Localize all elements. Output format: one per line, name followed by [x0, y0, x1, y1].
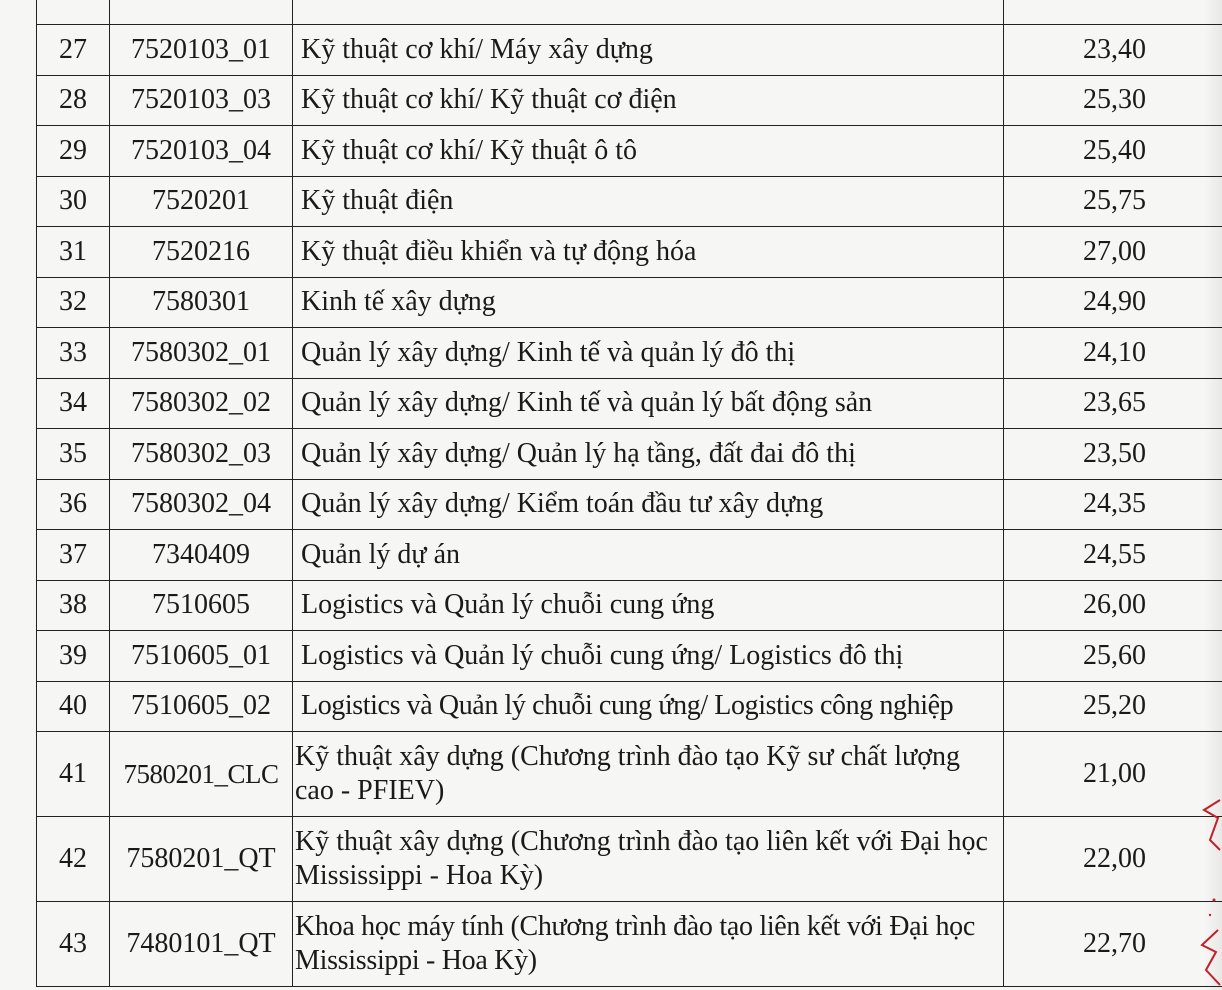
- table-row: [37, 328, 1222, 379]
- row-stt: 38: [37, 580, 110, 631]
- row-name: Quản lý xây dựng/ Kiểm toán đầu tư xây dựng: [293, 479, 1004, 530]
- row-code: 7520103_04: [110, 126, 293, 177]
- row-code: 7580302_03: [110, 429, 293, 480]
- row-name: Kỹ thuật điện: [293, 176, 1004, 227]
- row-stt: 35: [37, 429, 110, 480]
- table-row: [37, 631, 1222, 682]
- row-code: 7580201_CLC: [110, 732, 293, 817]
- table-row: [37, 378, 1222, 429]
- table-row: [37, 429, 1222, 480]
- table-row: [37, 479, 1222, 530]
- row-score: 25,75: [1004, 176, 1222, 227]
- table-row: [37, 25, 1222, 76]
- row-code: 7520201: [110, 176, 293, 227]
- row-name: Quản lý xây dựng/ Kinh tế và quản lý đô thị: [293, 328, 1004, 379]
- header-cell-score: [1004, 0, 1222, 25]
- row-name: Logistics và Quản lý chuỗi cung ứng: [293, 580, 1004, 631]
- row-code: 7520216: [110, 227, 293, 278]
- row-stt: 36: [37, 479, 110, 530]
- row-stt: 29: [37, 126, 110, 177]
- row-score: 24,35: [1004, 479, 1222, 530]
- row-code: 7520103_03: [110, 75, 293, 126]
- row-stt: 39: [37, 631, 110, 682]
- row-code: 7520103_01: [110, 25, 293, 76]
- header-cell-name: [293, 0, 1004, 25]
- row-score: 25,40: [1004, 126, 1222, 177]
- row-stt: 40: [37, 681, 110, 732]
- header-cell-stt: [37, 0, 110, 25]
- row-name: Kỹ thuật xây dựng (Chương trình đào tạo Kỹ sư chất lượng cao - PFIEV): [293, 732, 1004, 817]
- row-name: Kỹ thuật cơ khí/ Máy xây dựng: [293, 25, 1004, 76]
- row-name: Khoa học máy tính (Chương trình đào tạo liên kết với Đại học Mississippi - Hoa Kỳ): [293, 902, 1004, 987]
- row-name: Kinh tế xây dựng: [293, 277, 1004, 328]
- row-stt: 27: [37, 25, 110, 76]
- row-name: Kỹ thuật cơ khí/ Kỹ thuật ô tô: [293, 126, 1004, 177]
- row-stt: 30: [37, 176, 110, 227]
- row-score: 26,00: [1004, 580, 1222, 631]
- row-name: Quản lý dự án: [293, 530, 1004, 581]
- row-score: 22,00: [1004, 817, 1222, 902]
- row-score: 22,70: [1004, 902, 1222, 987]
- row-score: 25,20: [1004, 681, 1222, 732]
- row-stt: 37: [37, 530, 110, 581]
- row-score: 23,40: [1004, 25, 1222, 76]
- row-name: Kỹ thuật xây dựng (Chương trình đào tạo liên kết với Đại học Mississippi - Hoa Kỳ): [293, 817, 1004, 902]
- header-cell-code: [110, 0, 293, 25]
- row-score: 25,30: [1004, 75, 1222, 126]
- row-code: 7580302_02: [110, 378, 293, 429]
- row-stt: 41: [37, 732, 110, 817]
- row-name: Kỹ thuật cơ khí/ Kỹ thuật cơ điện: [293, 75, 1004, 126]
- table-row: [37, 902, 1222, 987]
- row-score: 27,00: [1004, 227, 1222, 278]
- row-name: Logistics và Quản lý chuỗi cung ứng/ Logistics công nghiệp: [293, 681, 1004, 732]
- table-row: [37, 75, 1222, 126]
- row-stt: 32: [37, 277, 110, 328]
- table-row: [37, 176, 1222, 227]
- red-signature-mark-icon: [1196, 780, 1222, 990]
- table-row: [37, 580, 1222, 631]
- row-name: Kỹ thuật điều khiển và tự động hóa: [293, 227, 1004, 278]
- row-code: 7510605_01: [110, 631, 293, 682]
- table-row: [37, 732, 1222, 817]
- row-score: 25,60: [1004, 631, 1222, 682]
- row-stt: 42: [37, 817, 110, 902]
- row-name: Logistics và Quản lý chuỗi cung ứng/ Logistics đô thị: [293, 631, 1004, 682]
- row-score: 23,50: [1004, 429, 1222, 480]
- row-score: 21,00: [1004, 732, 1222, 817]
- row-code: 7580301: [110, 277, 293, 328]
- row-code: 7510605_02: [110, 681, 293, 732]
- row-code: 7480101_QT: [110, 902, 293, 987]
- table-header-row: [37, 0, 1222, 25]
- row-code: 7340409: [110, 530, 293, 581]
- row-stt: 34: [37, 378, 110, 429]
- row-stt: 43: [37, 902, 110, 987]
- row-score: 24,10: [1004, 328, 1222, 379]
- row-code: 7510605: [110, 580, 293, 631]
- admission-score-table: [36, 0, 1222, 987]
- table-row: [37, 530, 1222, 581]
- row-score: 24,55: [1004, 530, 1222, 581]
- row-name: Quản lý xây dựng/ Quản lý hạ tầng, đất đai đô thị: [293, 429, 1004, 480]
- row-score: 24,90: [1004, 277, 1222, 328]
- row-name: Quản lý xây dựng/ Kinh tế và quản lý bất động sản: [293, 378, 1004, 429]
- row-code: 7580302_01: [110, 328, 293, 379]
- row-code: 7580302_04: [110, 479, 293, 530]
- table-row: [37, 227, 1222, 278]
- table-row: [37, 277, 1222, 328]
- table-row: [37, 681, 1222, 732]
- row-score: 23,65: [1004, 378, 1222, 429]
- row-stt: 33: [37, 328, 110, 379]
- table-row: [37, 817, 1222, 902]
- row-stt: 28: [37, 75, 110, 126]
- row-code: 7580201_QT: [110, 817, 293, 902]
- row-stt: 31: [37, 227, 110, 278]
- table-row: [37, 126, 1222, 177]
